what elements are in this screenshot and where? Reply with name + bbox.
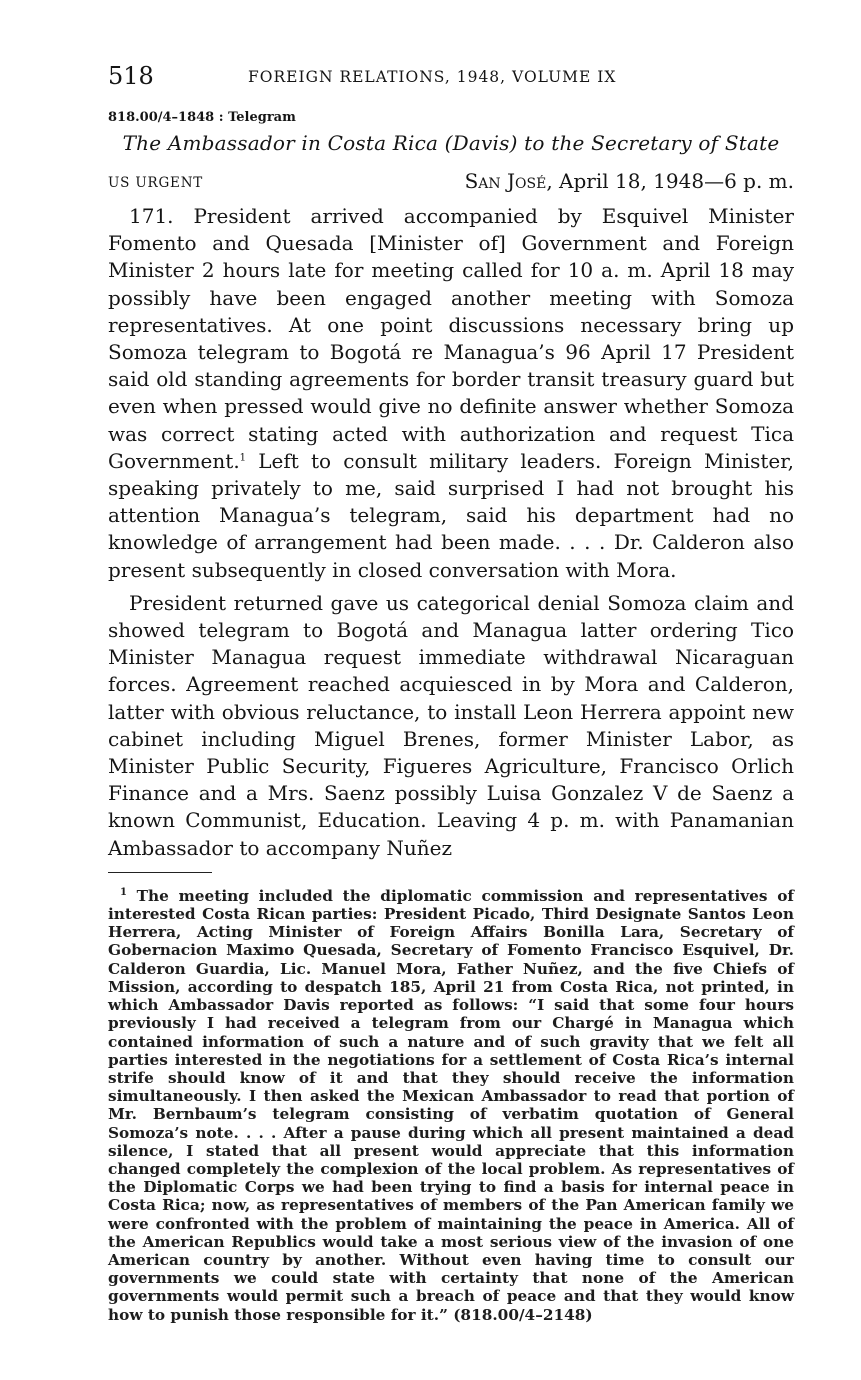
running-head: FOREIGN RELATIONS, 1948, VOLUME IX bbox=[248, 68, 617, 86]
priority-label: US URGENT bbox=[108, 175, 204, 191]
file-reference: 818.00/4–1848 : Telegram bbox=[108, 110, 296, 125]
date-time: , April 18, 1948—6 p. m. bbox=[546, 169, 794, 193]
body-paragraph bbox=[108, 203, 794, 584]
footnote-marker: 1 bbox=[120, 886, 127, 898]
place-name: San José bbox=[464, 169, 547, 193]
document-page bbox=[108, 62, 794, 1324]
paragraph-text: 171. President arrived accompanied by Esquivel Minister Fomento and Quesada [Minister of] Government and Foreign Minister 2 hours late for meeting called for 10 a. m. April 18 may possibly have been engaged another meeting with Somoza representatives. At one point discussions necessary bring up Somoza telegram to Bogotá re Managua’s 96 April 17 President said old standing agreements for border transit treasury guard but even when pressed would give no definite answer whether Somoza was correct stating acted with authorization and request Tica Government. bbox=[108, 204, 794, 473]
dateline bbox=[108, 169, 794, 199]
document-title: The Ambassador in Costa Rica (Davis) to the Secretary of State bbox=[122, 131, 780, 155]
body-paragraph: President returned gave us categorical denial Somoza claim and showed telegram to Bogotá and Managua latter ordering Tico Minister Managua request immediate withdrawal Nicaraguan forces. Agreement reached acquiesced in by Mora and Calderon, latter with obvious reluctance, to install Leon Herrera appoint new cabinet including Miguel Brenes, former Minister Labor, as Minister Public Security, Figueres Agriculture, Francisco Orlich Finance and a Mrs. Saenz possibly Luisa Gonzalez V de Saenz a known Communist, Education. Leaving 4 p. m. with Panamanian Ambassador to accompany Nuñez bbox=[108, 590, 794, 860]
telegram-body bbox=[108, 203, 794, 862]
place-date bbox=[465, 169, 794, 193]
footnote-text: The meeting included the diplomatic commission and representatives of interested Costa Rican parties: President Picado, Third Designate Santos Leon Herrera, Acting Minister of Foreign Affairs Bonilla Lara, Secretary of Gobernacion Maximo Quesada, Secretary of Fomento Francisco Esquivel, Dr. Calderon Guardia, Lic. Manuel Mora, Father Nuñez, and the five Chiefs of Mission, according to despatch 185, April 21 from Costa Rica, not printed, in which Ambassador Davis reported as follows: “I said that some four hours previously I had received a telegram from our Chargé in Managua which contained information of such a nature and of such gravity that we felt all parties interested in the negotiations for a settlement of Costa Rica’s internal strife should know of it and that they should receive the information simultaneously. I then asked the Mexican Ambassador to read that portion of Mr. Bernbaum’s telegram consisting of verbatim quotation of General Somoza’s note. . . . After a pause during which all present maintained a dead silence, I stated that all present would appreciate that this information changed completely the complexion of the local problem. As representatives of the Diplomatic Corps we had been trying to find a basis for internal peace in Costa Rica; now, as representatives of members of the Pan American family we were confronted with the problem of maintaining the peace in America. All of the American Republics would take a most serious view of the invasion of one American country by another. Without even having time to consult our governments we could state with certainty that none of the American governments would permit such a breach of peace and that they would know how to punish those responsible for it.” (818.00/4–2148) bbox=[108, 886, 794, 1324]
page-number: 518 bbox=[108, 62, 154, 90]
paragraph-text: Left to consult military leaders. Foreign Minister, speaking privately to me, said surprised I had not brought his attention Managua’s telegram, said his department had no knowledge of arrangement had been made. . . . Dr. Calderon also present subsequently in closed conversation with Mora. bbox=[108, 448, 794, 582]
footnote bbox=[108, 887, 794, 1324]
page-header bbox=[108, 62, 794, 96]
footnote-divider bbox=[108, 872, 212, 873]
footnote-reference[interactable]: 1 bbox=[239, 452, 247, 464]
